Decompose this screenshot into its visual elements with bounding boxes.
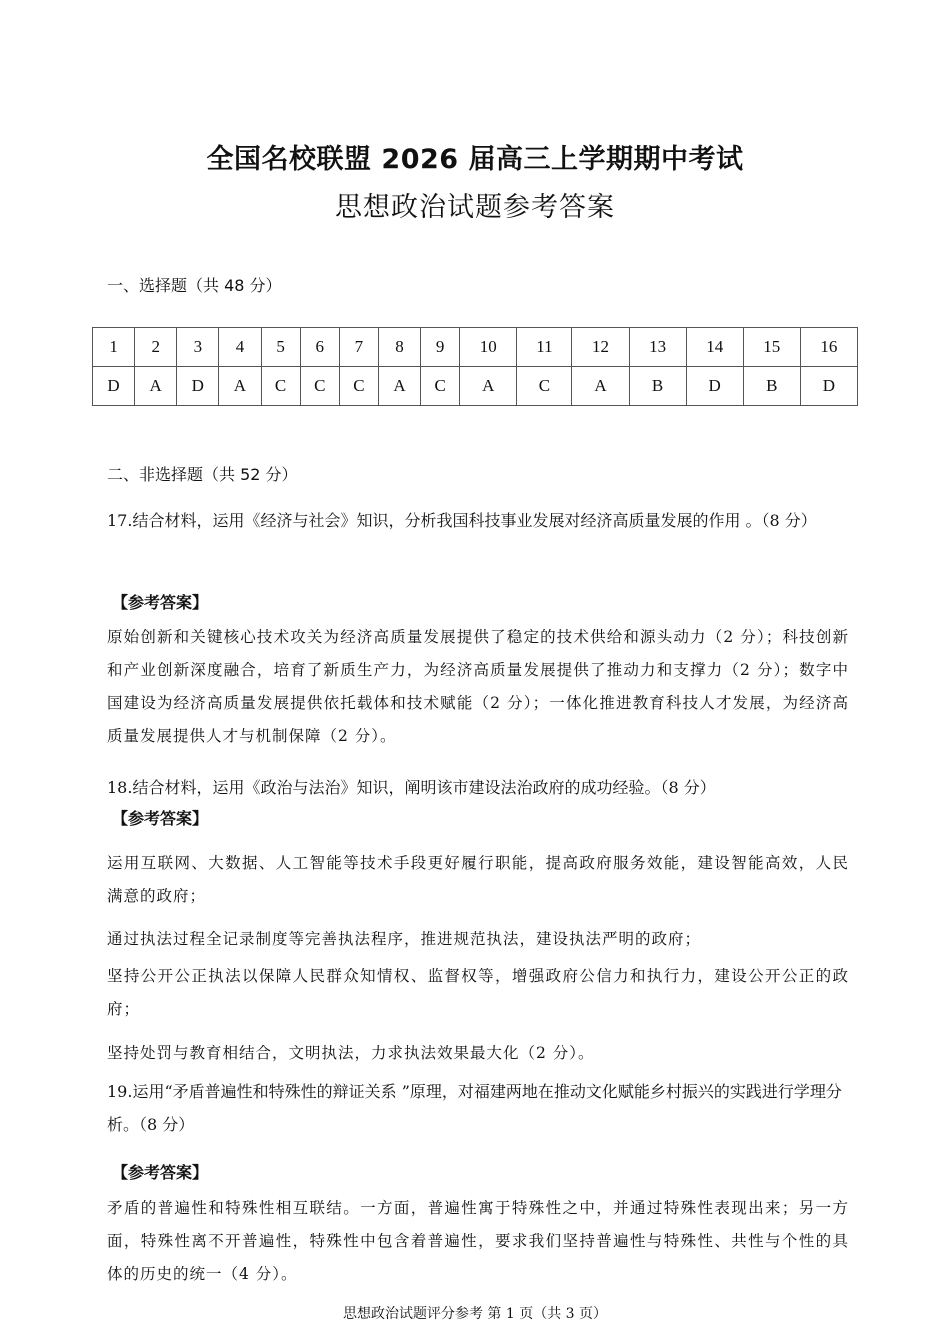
table-cell: 14 <box>686 328 743 367</box>
table-cell: 8 <box>378 328 420 367</box>
exam-subtitle: 思想政治试题参考答案 <box>335 192 615 223</box>
table-cell: 5 <box>261 328 300 367</box>
table-cell: D <box>177 367 219 406</box>
question-18-answer-point-2: 通过执法过程全记录制度等完善执法程序，推进规范执法，建设执法严明的政府； <box>107 930 702 948</box>
question-18-text: 18.结合材料，运用《政治与法治》知识，阐明该市建设法治政府的成功经验。（8 分） <box>107 778 716 797</box>
table-cell: 3 <box>177 328 219 367</box>
table-cell: C <box>517 367 572 406</box>
table-cell: 4 <box>219 328 261 367</box>
table-cell: D <box>686 367 743 406</box>
choice-answer-table <box>92 327 858 406</box>
table-cell: A <box>219 367 261 406</box>
table-cell: A <box>378 367 420 406</box>
answer-letter-row <box>93 367 858 406</box>
table-cell: D <box>800 367 857 406</box>
table-cell: 13 <box>629 328 686 367</box>
question-19-text: 19.运用“矛盾普遍性和特殊性的辩证关系 ”原理，对福建两地在推动文化赋能乡村振兴的实践进行学理分析。（8 分） <box>107 1082 842 1134</box>
table-cell: 1 <box>93 328 135 367</box>
question-17-answer-label: 【参考答案】 <box>112 593 209 612</box>
section-1-heading: 一、选择题（共 48 分） <box>107 276 282 295</box>
table-cell: 12 <box>572 328 629 367</box>
question-number-row <box>93 328 858 367</box>
table-cell: 2 <box>135 328 177 367</box>
table-cell: A <box>572 367 629 406</box>
table-cell: C <box>300 367 339 406</box>
table-cell: 11 <box>517 328 572 367</box>
question-18-answer-point-4: 坚持处罚与教育相结合，文明执法，力求执法效果最大化（2 分）。 <box>107 1044 595 1062</box>
question-19-answer-label: 【参考答案】 <box>112 1163 209 1182</box>
question-17-answer: 原始创新和关键核心技术攻关为经济高质量发展提供了稳定的技术供给和源头动力（2 分）；科技创新和产业创新深度融合，培育了新质生产力，为经济高质量发展提供了推动力和支撑力（2 分）；数字中国建设为经济高质量发展提供依托载体和技术赋能（2 分）；一体化推进教育科技人才发展，为经济高质量发展提供人才与机制保障（2 分）。 <box>107 628 849 745</box>
table-cell: C <box>261 367 300 406</box>
table-cell: B <box>629 367 686 406</box>
question-17-text: 17.结合材料，运用《经济与社会》知识，分析我国科技事业发展对经济高质量发展的作用 。（8 分） <box>107 511 817 530</box>
table-cell: C <box>421 367 460 406</box>
section-2-heading: 二、非选择题（共 52 分） <box>107 465 298 484</box>
question-18-answer-label: 【参考答案】 <box>112 809 209 828</box>
question-18-answer-point-1: 运用互联网、大数据、人工智能等技术手段更好履行职能，提高政府服务效能，建设智能高效，人民满意的政府； <box>107 854 849 905</box>
question-18-answer-point-3: 坚持公开公正执法以保障人民群众知情权、监督权等，增强政府公信力和执行力，建设公开公正的政府； <box>107 967 849 1018</box>
table-cell: C <box>339 367 378 406</box>
table-cell: A <box>460 367 517 406</box>
table-cell: 10 <box>460 328 517 367</box>
table-cell: B <box>743 367 800 406</box>
question-19-answer: 矛盾的普遍性和特殊性相互联结。一方面，普遍性寓于特殊性之中，并通过特殊性表现出来；另一方面，特殊性离不开普遍性，特殊性中包含着普遍性，要求我们坚持普遍性与特殊性、共性与个性的具体的历史的统一（4 分）。 <box>107 1199 849 1283</box>
table-cell: D <box>93 367 135 406</box>
table-cell: 9 <box>421 328 460 367</box>
table-cell: A <box>135 367 177 406</box>
page-footer: 思想政治试题评分参考 第 1 页（共 3 页） <box>342 1306 608 1322</box>
exam-title: 全国名校联盟 2026 届高三上学期期中考试 <box>206 144 744 175</box>
table-cell: 7 <box>339 328 378 367</box>
table-cell: 15 <box>743 328 800 367</box>
table-cell: 6 <box>300 328 339 367</box>
table-cell: 16 <box>800 328 857 367</box>
